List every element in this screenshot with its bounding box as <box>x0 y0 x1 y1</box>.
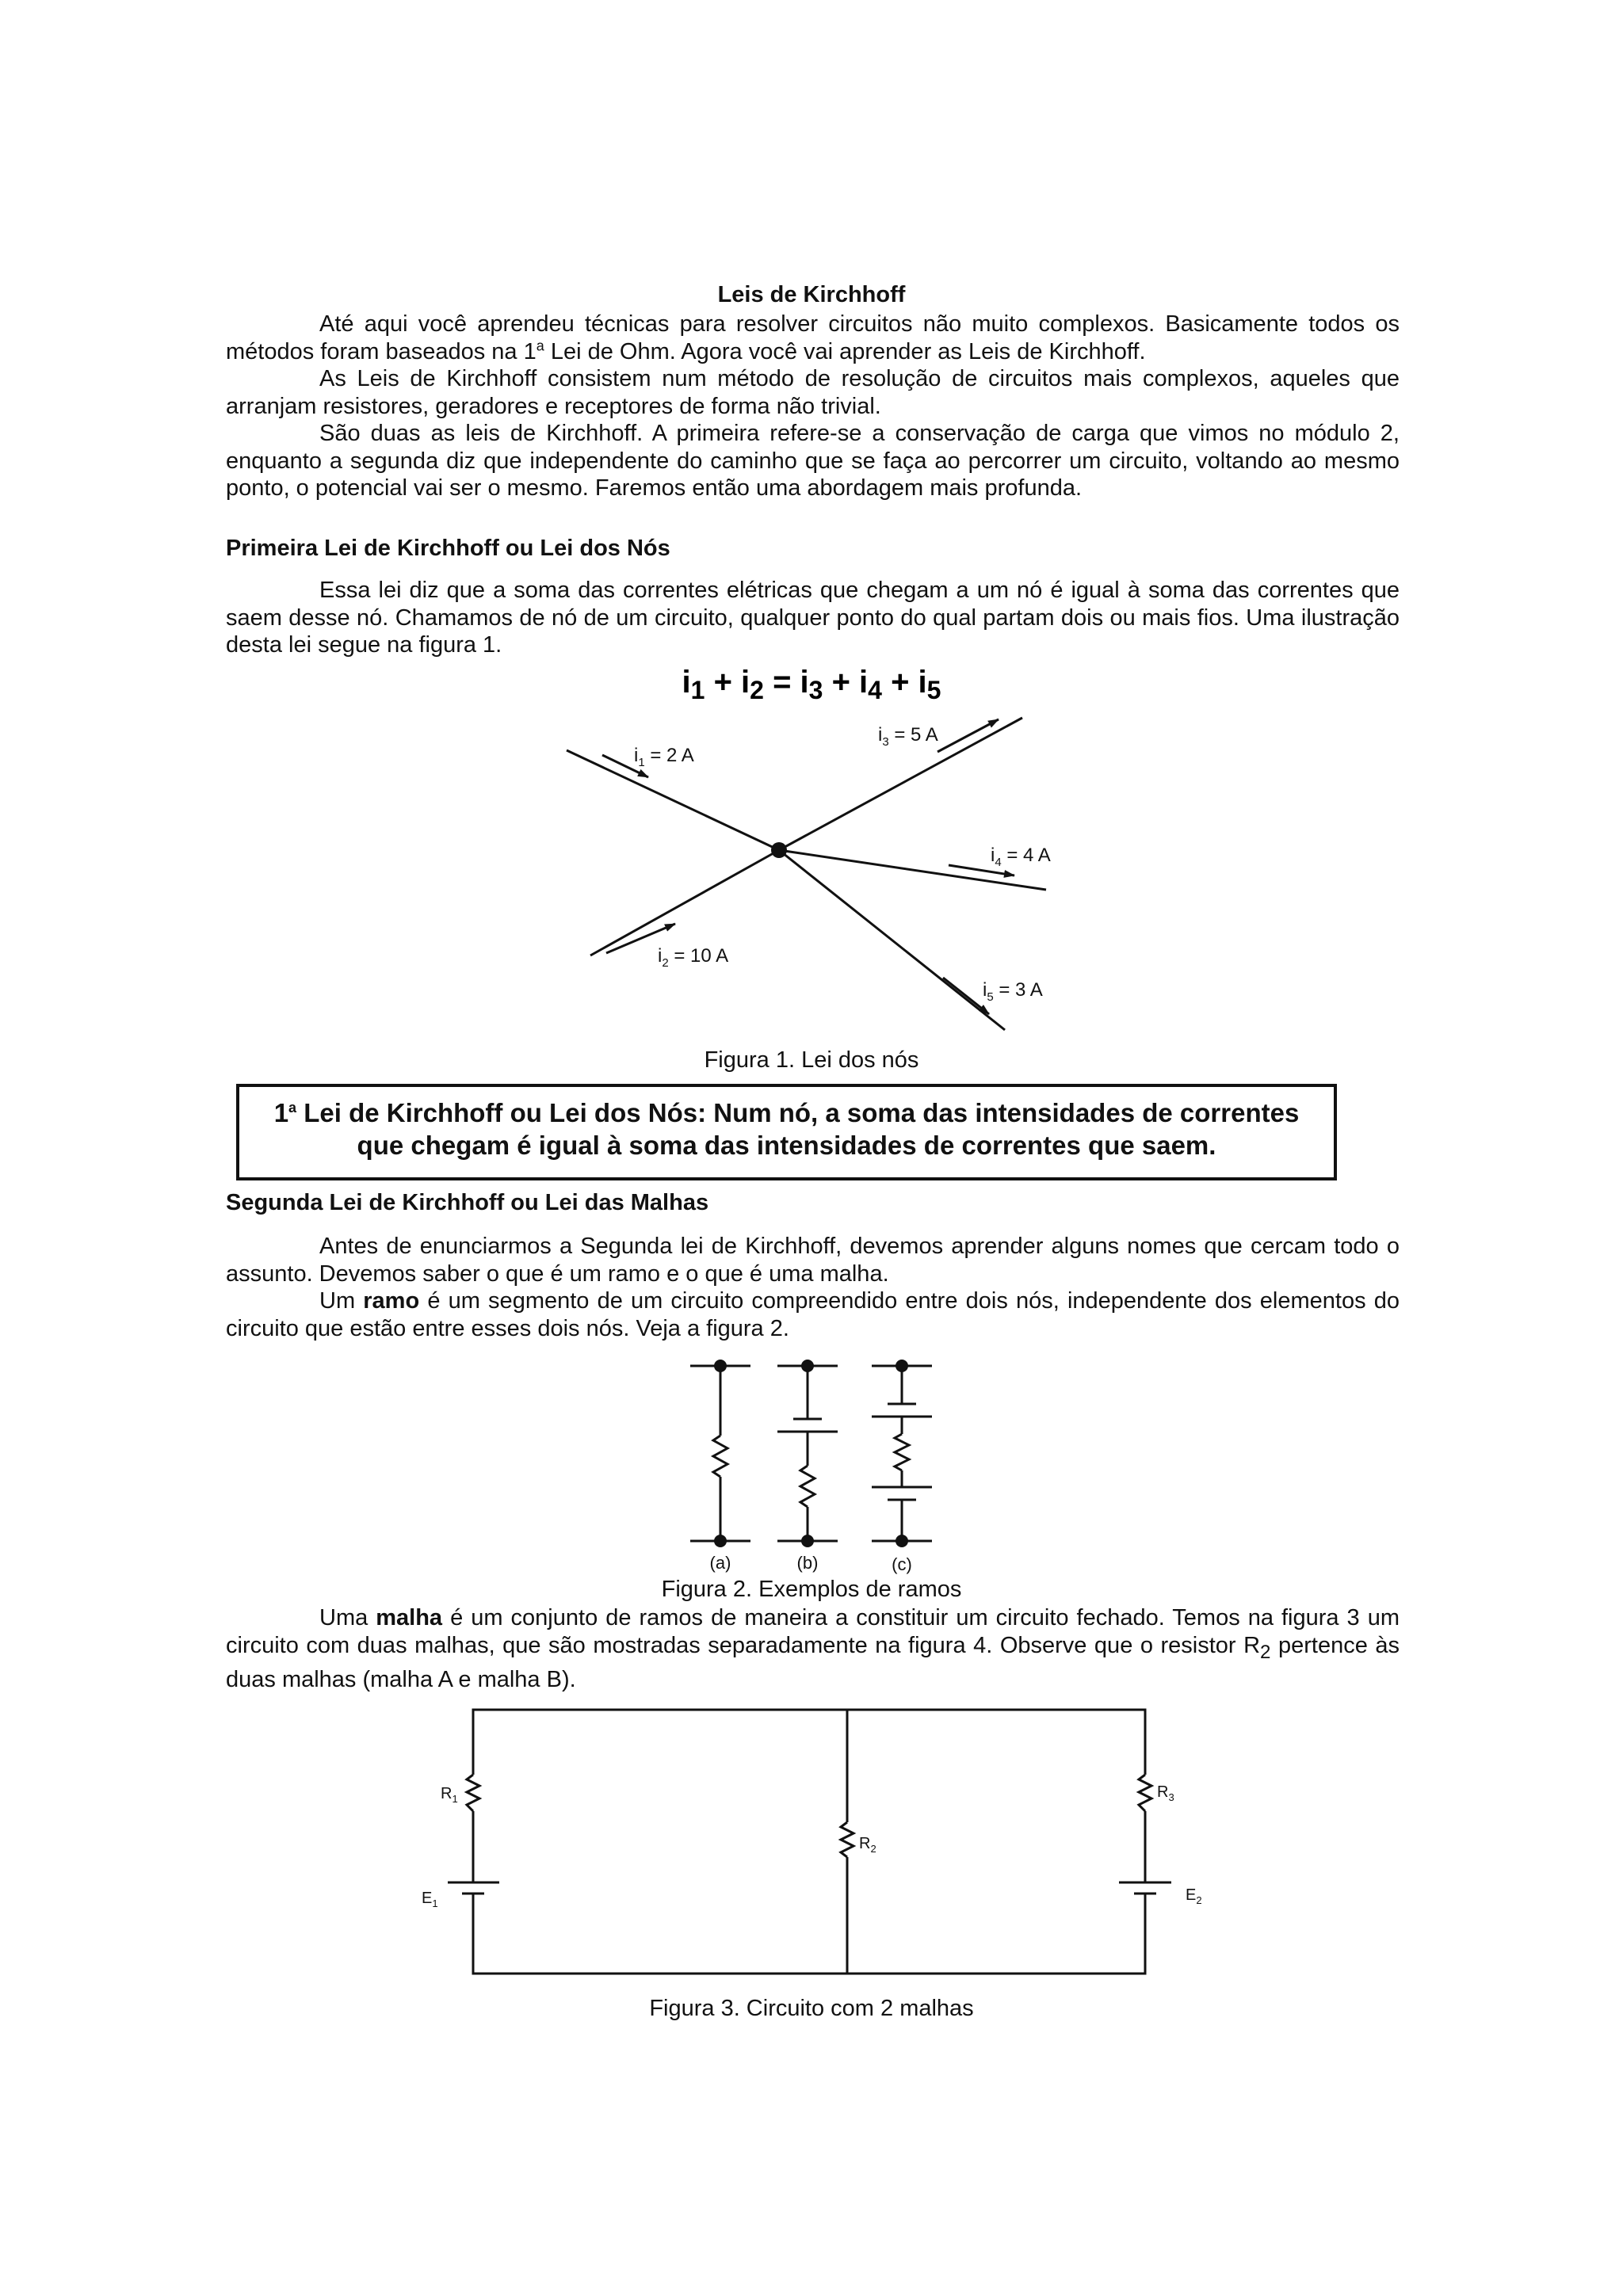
label-a: (a) <box>709 1553 731 1573</box>
label-i5: $i_5 = 3$ A <box>983 979 1043 1004</box>
label-r2: $R_2$ <box>859 1835 876 1855</box>
resistor-r2 <box>841 1822 854 1857</box>
wire-i5 <box>779 850 1005 1030</box>
circuit-outer-loop <box>473 1710 1145 1974</box>
section2-heading: Segunda Lei de Kirchhoff ou Lei das Malhas <box>226 1190 709 1215</box>
branch-a <box>690 1366 750 1541</box>
label-e1: $E_1$ <box>422 1890 438 1909</box>
label-i4: $i_4 = 4$ A <box>991 845 1051 869</box>
section1-text <box>226 577 1400 659</box>
label-i2: $i_2 = 10$ A <box>658 945 729 970</box>
arrow-i4 <box>949 865 1014 875</box>
figure1-caption: Figura 1. Lei dos nós <box>704 1047 919 1073</box>
wire-i2 <box>590 850 779 955</box>
section2b-text <box>226 1604 1400 1693</box>
branch-b <box>777 1366 838 1541</box>
intro-paragraph-2: As Leis de Kirchhoff consistem num método de resolução de circuitos mais complexos, aqueles que arranjam resistores, geradores e receptores de forma não trivial. <box>226 366 1400 419</box>
label-r3: $R_3$ <box>1157 1783 1174 1803</box>
malha-paragraph: Uma malha é um conjunto de ramos de maneira a constituir um circuito fechado. Temos na figura 3 um circuito com duas malhas, que são mostradas separadamente na figura 4. Observe que o resistor $R_2$ pertence às duas malhas (malha A e malha B). <box>226 1605 1400 1692</box>
law-box-line2: que chegam é igual à soma das intensidades de correntes que saem. <box>357 1131 1216 1160</box>
label-i1: $i_1 = 2$ A <box>634 745 694 769</box>
figure2-caption: Figura 2. Exemplos de ramos <box>661 1577 962 1602</box>
label-r1: $R_1$ <box>441 1785 458 1805</box>
document-title: Leis de Kirchhoff <box>717 282 906 307</box>
section2-paragraph-2: Um ramo é um segmento de um circuito compreendido entre dois nós, independente dos elementos do circuito que estão entre esses dois nós. Veja a figura 2. <box>226 1288 1400 1341</box>
branch-c <box>872 1366 932 1541</box>
figure3-caption: Figura 3. Circuito com 2 malhas <box>649 1996 974 2021</box>
section2-text <box>226 1233 1400 1342</box>
figure3-circuit <box>396 1695 1202 1997</box>
intro-paragraph-1: Até aqui você aprendeu técnicas para resolver circuitos não muito complexos. Basicamente todos os métodos foram baseados na 1$^a$ Lei de Ohm. Agora você vai aprender as Leis de Kirchhoff. <box>226 311 1400 364</box>
label-i3: $i_3 = 5$ A <box>878 724 938 749</box>
intro-text <box>226 311 1400 502</box>
section2-paragraph-1: Antes de enunciarmos a Segunda lei de Kirchhoff, devemos aprender alguns nomes que cercam todo o assunto. Devemos saber o que é um ramo e o que é uma malha. <box>226 1234 1400 1287</box>
figure1-equation: $i_1 + i_2 = i_3 + i_4 + i_5$ <box>682 665 941 704</box>
section1-heading: Primeira Lei de Kirchhoff ou Lei dos Nós <box>226 536 670 561</box>
figure1-node-diagram <box>0 650 1623 1046</box>
law-box <box>236 1084 1337 1180</box>
section1-paragraph: Essa lei diz que a soma das correntes elétricas que chegam a um nó é igual à soma das correntes que saem desse nó. Chamamos de nó de um circuito, qualquer ponto do qual partam dois ou mais fios. Uma ilustração desta lei segue na figura 1. <box>226 578 1400 658</box>
node-dot <box>771 842 787 858</box>
label-b: (b) <box>796 1553 819 1573</box>
intro-paragraph-3: São duas as leis de Kirchhoff. A primeira refere-se a conservação de carga que vimos no módulo 2, enquanto a segunda diz que independente do caminho que se faça ao percorrer um circuito, voltando ao mesmo ponto, o potencial vai ser o mesmo. Faremos então uma abordagem mais profunda. <box>226 421 1400 501</box>
label-c: (c) <box>892 1554 912 1574</box>
figure2-branches <box>674 1351 959 1581</box>
law-box-line1: 1$^a$ Lei de Kirchhoff ou Lei dos Nós: Num nó, a soma das intensidades de correntes <box>273 1098 1300 1127</box>
label-e2: $E_2$ <box>1186 1886 1202 1906</box>
